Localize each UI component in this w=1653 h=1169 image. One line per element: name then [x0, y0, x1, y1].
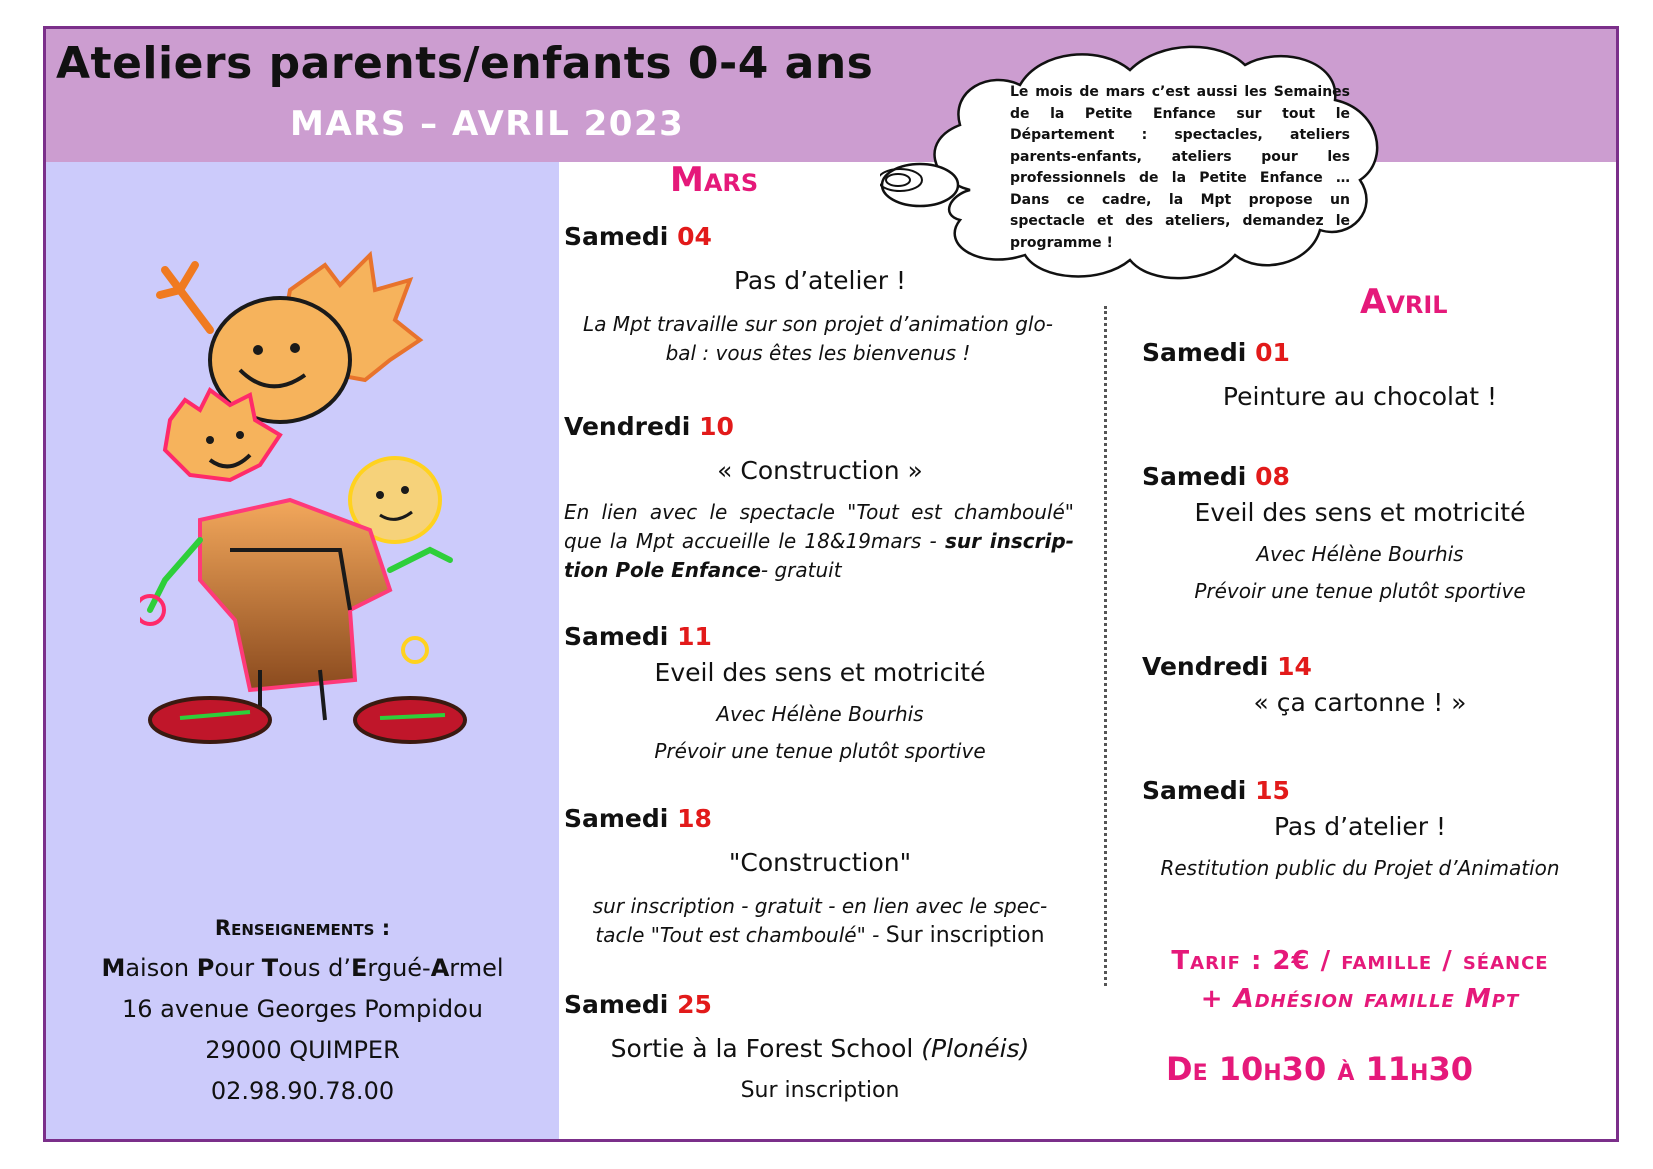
day-name: Samedi — [564, 222, 669, 251]
event-note: sur inscription - gratuit - en lien avec le spec-tacle "Tout est chamboulé" - Sur inscription — [592, 894, 1048, 948]
event-title: Peinture au chocolat ! — [1222, 382, 1498, 411]
event-title: Eveil des sens et motricité — [1194, 498, 1526, 527]
day-name: Vendredi — [1142, 652, 1269, 681]
event-day — [1142, 652, 1312, 681]
event-day — [1142, 338, 1290, 367]
day-number: 14 — [1277, 652, 1312, 681]
event-note: Prévoir une tenue plutôt sportive — [1194, 579, 1526, 603]
day-number: 11 — [677, 622, 712, 651]
contact-phone: 02.98.90.78.00 — [210, 1077, 395, 1105]
event-day — [564, 804, 712, 833]
month-heading-mars: Mars — [670, 160, 759, 200]
event-note: Prévoir une tenue plutôt sportive — [654, 739, 986, 763]
adhesion-line: + Adhésion famille Mpt — [1200, 984, 1520, 1014]
day-name: Samedi — [564, 804, 669, 833]
day-name: Samedi — [1142, 776, 1247, 805]
day-name: Vendredi — [564, 412, 691, 441]
event-note: Restitution public du Projet d’Animation — [1160, 856, 1560, 880]
event-day — [564, 990, 712, 1019]
day-number: 18 — [677, 804, 712, 833]
children-illustration — [140, 250, 480, 770]
event-title: Eveil des sens et motricité — [654, 658, 986, 687]
day-number: 25 — [677, 990, 712, 1019]
day-number: 04 — [677, 222, 712, 251]
contact-address: 16 avenue Georges Pompidou — [122, 995, 483, 1023]
event-title: Pas d’atelier ! — [733, 266, 907, 295]
event-note: En lien avec le spectacle "Tout est chamboulé" que la Mpt accueille le 18&19mars - sur inscrip-tion Pole Enfance- gratuit — [564, 500, 1074, 582]
event-title: Sortie à la Forest School (Plonéis) — [610, 1034, 1030, 1063]
event-day — [564, 622, 712, 651]
event-day — [1142, 462, 1290, 491]
contact-org: Maison Pour Tous d’Ergué-Armel — [101, 954, 504, 982]
event-note: Sur inscription — [740, 1078, 900, 1103]
day-name: Samedi — [1142, 338, 1247, 367]
event-title: Pas d’atelier ! — [1273, 812, 1447, 841]
day-number: 08 — [1255, 462, 1290, 491]
column-divider — [1104, 306, 1107, 986]
day-number: 15 — [1255, 776, 1290, 805]
tarif-line: Tarif : 2€ / famille / séance — [1171, 946, 1549, 976]
day-number: 10 — [699, 412, 734, 441]
contact-city: 29000 QUIMPER — [205, 1036, 400, 1064]
month-heading-avril: Avril — [1360, 282, 1448, 322]
day-name: Samedi — [564, 990, 669, 1019]
event-note: La Mpt travaille sur son projet d’animation glo-bal : vous êtes les bienvenus ! — [583, 312, 1053, 365]
event-day — [1142, 776, 1290, 805]
event-title: « ça cartonne ! » — [1253, 688, 1467, 717]
hours-line: De 10h30 à 11h30 — [1166, 1050, 1473, 1088]
event-title: « Construction » — [717, 456, 923, 485]
day-name: Samedi — [564, 622, 669, 651]
page-title: Ateliers parents/enfants 0-4 ans — [56, 38, 874, 89]
event-note: Avec Hélène Bourhis — [716, 702, 924, 726]
day-name: Samedi — [1142, 462, 1247, 491]
event-day — [564, 222, 712, 251]
bubble-text: Le mois de mars c’est aussi les Semaines de la Petite Enfance sur tout le Département : spectacles, ateliers parents-enfants, ateliers pour les professionnels de la Petite Enfance … Dans ce cadre, la Mpt propose un spectacle et des ateliers, demandez le programme ! — [1010, 84, 1350, 251]
contact-heading: Renseignements : — [214, 916, 391, 940]
event-title: "Construction" — [728, 848, 912, 877]
page-subtitle: MARS – AVRIL 2023 — [290, 104, 685, 144]
event-day — [564, 412, 734, 441]
day-number: 01 — [1255, 338, 1290, 367]
event-note: Avec Hélène Bourhis — [1256, 542, 1464, 566]
